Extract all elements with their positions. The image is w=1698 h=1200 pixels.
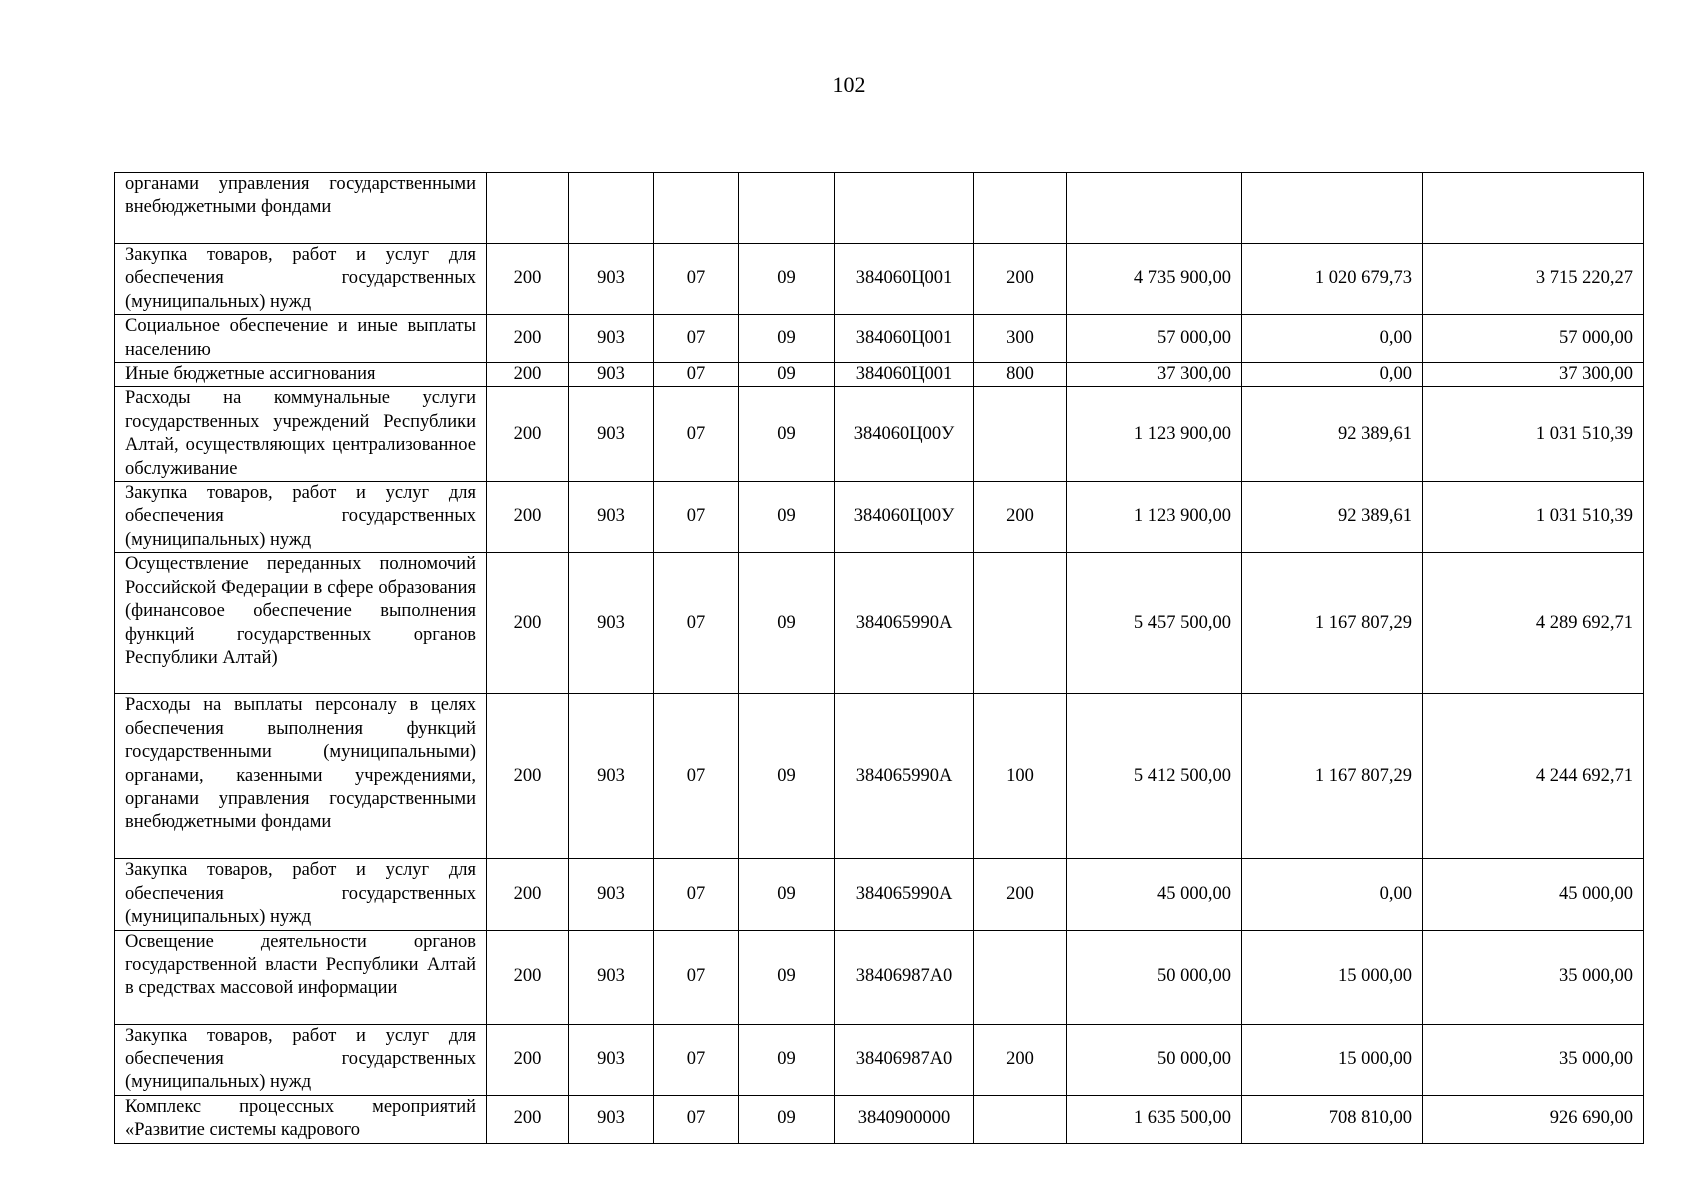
code-cell-1: 200 bbox=[487, 859, 569, 930]
code-cell-6: 200 bbox=[974, 1024, 1067, 1095]
amount-cell-remaining: 57 000,00 bbox=[1423, 315, 1644, 363]
code-cell-6: 200 bbox=[974, 482, 1067, 553]
code-cell-6: 300 bbox=[974, 315, 1067, 363]
table-row bbox=[115, 482, 1644, 553]
amount-cell-executed: 0,00 bbox=[1242, 315, 1423, 363]
amount-cell-remaining: 3 715 220,27 bbox=[1423, 244, 1644, 315]
amount-cell-executed: 0,00 bbox=[1242, 363, 1423, 387]
code-cell-2: 903 bbox=[569, 1024, 654, 1095]
code-cell-1: 200 bbox=[487, 315, 569, 363]
amount-cell-executed: 15 000,00 bbox=[1242, 1024, 1423, 1095]
code-cell-6: 200 bbox=[974, 244, 1067, 315]
table-row bbox=[115, 173, 1644, 244]
amount-cell-plan: 5 457 500,00 bbox=[1067, 553, 1242, 694]
code-cell-3: 07 bbox=[654, 1024, 739, 1095]
amount-cell-plan: 50 000,00 bbox=[1067, 930, 1242, 1024]
code-cell-5: 3840900000 bbox=[835, 1095, 974, 1143]
row-name-cell: Закупка товаров, работ и услуг для обеспечения государственных (муниципальных) нужд bbox=[115, 244, 487, 315]
row-name-cell: Расходы на коммунальные услуги государственных учреждений Республики Алтай, осуществляющих централизованное обслуживание bbox=[115, 387, 487, 482]
amount-cell-remaining: 45 000,00 bbox=[1423, 859, 1644, 930]
code-cell-2: 903 bbox=[569, 694, 654, 859]
code-cell-5: 38406987А0 bbox=[835, 1024, 974, 1095]
code-cell-1: 200 bbox=[487, 482, 569, 553]
code-cell-1: 200 bbox=[487, 553, 569, 694]
amount-cell-plan: 5 412 500,00 bbox=[1067, 694, 1242, 859]
table-row bbox=[115, 694, 1644, 859]
table-row bbox=[115, 387, 1644, 482]
amount-cell-executed: 0,00 bbox=[1242, 859, 1423, 930]
code-cell-3: 07 bbox=[654, 694, 739, 859]
code-cell-5: 384060Ц00У bbox=[835, 482, 974, 553]
row-name-cell: Закупка товаров, работ и услуг для обеспечения государственных (муниципальных) нужд bbox=[115, 1024, 487, 1095]
amount-cell-executed: 1 167 807,29 bbox=[1242, 694, 1423, 859]
amount-cell-remaining: 35 000,00 bbox=[1423, 1024, 1644, 1095]
code-cell-1: 200 bbox=[487, 1024, 569, 1095]
code-cell-2: 903 bbox=[569, 859, 654, 930]
code-cell-1: 200 bbox=[487, 930, 569, 1024]
code-cell-4: 09 bbox=[739, 363, 835, 387]
code-cell-5: 384060Ц001 bbox=[835, 244, 974, 315]
amount-cell-executed bbox=[1242, 173, 1423, 244]
amount-cell-plan: 4 735 900,00 bbox=[1067, 244, 1242, 315]
row-name-cell: Закупка товаров, работ и услуг для обеспечения государственных (муниципальных) нужд bbox=[115, 859, 487, 930]
row-name-cell: Расходы на выплаты персоналу в целях обеспечения выполнения функций государственными (муниципальными) органами, казенными учреждениями, органами управления государственными внебюджетными фондами bbox=[115, 694, 487, 859]
code-cell-6 bbox=[974, 1095, 1067, 1143]
code-cell-3: 07 bbox=[654, 315, 739, 363]
code-cell-1: 200 bbox=[487, 244, 569, 315]
code-cell-3: 07 bbox=[654, 482, 739, 553]
amount-cell-executed: 92 389,61 bbox=[1242, 387, 1423, 482]
code-cell-4: 09 bbox=[739, 1024, 835, 1095]
code-cell-4: 09 bbox=[739, 315, 835, 363]
code-cell-4: 09 bbox=[739, 387, 835, 482]
code-cell-6: 100 bbox=[974, 694, 1067, 859]
row-name-cell: Иные бюджетные ассигнования bbox=[115, 363, 487, 387]
amount-cell-remaining: 1 031 510,39 bbox=[1423, 387, 1644, 482]
code-cell-6 bbox=[974, 173, 1067, 244]
code-cell-5: 384060Ц001 bbox=[835, 315, 974, 363]
code-cell-4: 09 bbox=[739, 930, 835, 1024]
page-number: 102 bbox=[832, 72, 866, 97]
code-cell-3: 07 bbox=[654, 363, 739, 387]
amount-cell-executed: 708 810,00 bbox=[1242, 1095, 1423, 1143]
row-name-cell: Комплекс процессных мероприятий «Развитие системы кадрового bbox=[115, 1095, 487, 1143]
table-row bbox=[115, 553, 1644, 694]
row-name-cell: Закупка товаров, работ и услуг для обеспечения государственных (муниципальных) нужд bbox=[115, 482, 487, 553]
code-cell-4: 09 bbox=[739, 482, 835, 553]
code-cell-3: 07 bbox=[654, 387, 739, 482]
row-name-cell: Осуществление переданных полномочий Российской Федерации в сфере образования (финансовое обеспечение выполнения функций государственных органов Республики Алтай) bbox=[115, 553, 487, 694]
code-cell-5 bbox=[835, 173, 974, 244]
code-cell-5: 384065990А bbox=[835, 859, 974, 930]
code-cell-2: 903 bbox=[569, 1095, 654, 1143]
row-name-cell: Освещение деятельности органов государственной власти Республики Алтай в средствах массовой информации bbox=[115, 930, 487, 1024]
amount-cell-executed: 1 167 807,29 bbox=[1242, 553, 1423, 694]
code-cell-3: 07 bbox=[654, 244, 739, 315]
code-cell-2: 903 bbox=[569, 244, 654, 315]
amount-cell-remaining: 1 031 510,39 bbox=[1423, 482, 1644, 553]
amount-cell-executed: 15 000,00 bbox=[1242, 930, 1423, 1024]
code-cell-2 bbox=[569, 173, 654, 244]
table-row bbox=[115, 363, 1644, 387]
amount-cell-executed: 1 020 679,73 bbox=[1242, 244, 1423, 315]
code-cell-2: 903 bbox=[569, 315, 654, 363]
code-cell-2: 903 bbox=[569, 930, 654, 1024]
amount-cell-remaining: 4 289 692,71 bbox=[1423, 553, 1644, 694]
amount-cell-plan bbox=[1067, 173, 1242, 244]
code-cell-6 bbox=[974, 930, 1067, 1024]
code-cell-3: 07 bbox=[654, 553, 739, 694]
amount-cell-remaining: 37 300,00 bbox=[1423, 363, 1644, 387]
code-cell-6: 800 bbox=[974, 363, 1067, 387]
amount-cell-executed: 92 389,61 bbox=[1242, 482, 1423, 553]
amount-cell-plan: 37 300,00 bbox=[1067, 363, 1242, 387]
code-cell-3: 07 bbox=[654, 930, 739, 1024]
code-cell-6 bbox=[974, 553, 1067, 694]
code-cell-5: 384065990А bbox=[835, 553, 974, 694]
code-cell-2: 903 bbox=[569, 363, 654, 387]
code-cell-2: 903 bbox=[569, 553, 654, 694]
table-row bbox=[115, 859, 1644, 930]
table-row bbox=[115, 1095, 1644, 1143]
code-cell-3: 07 bbox=[654, 1095, 739, 1143]
code-cell-4: 09 bbox=[739, 244, 835, 315]
amount-cell-plan: 57 000,00 bbox=[1067, 315, 1242, 363]
amount-cell-remaining: 4 244 692,71 bbox=[1423, 694, 1644, 859]
budget-table bbox=[114, 172, 1644, 1144]
table-row bbox=[115, 1024, 1644, 1095]
code-cell-4: 09 bbox=[739, 553, 835, 694]
code-cell-4: 09 bbox=[739, 859, 835, 930]
amount-cell-plan: 50 000,00 bbox=[1067, 1024, 1242, 1095]
code-cell-4 bbox=[739, 173, 835, 244]
amount-cell-plan: 1 635 500,00 bbox=[1067, 1095, 1242, 1143]
code-cell-4: 09 bbox=[739, 694, 835, 859]
code-cell-3 bbox=[654, 173, 739, 244]
code-cell-5: 38406987А0 bbox=[835, 930, 974, 1024]
table-row bbox=[115, 244, 1644, 315]
amount-cell-plan: 1 123 900,00 bbox=[1067, 482, 1242, 553]
code-cell-1: 200 bbox=[487, 1095, 569, 1143]
table-row bbox=[115, 930, 1644, 1024]
amount-cell-plan: 1 123 900,00 bbox=[1067, 387, 1242, 482]
code-cell-3: 07 bbox=[654, 859, 739, 930]
amount-cell-plan: 45 000,00 bbox=[1067, 859, 1242, 930]
code-cell-6: 200 bbox=[974, 859, 1067, 930]
code-cell-1 bbox=[487, 173, 569, 244]
code-cell-5: 384060Ц001 bbox=[835, 363, 974, 387]
code-cell-5: 384065990А bbox=[835, 694, 974, 859]
code-cell-5: 384060Ц00У bbox=[835, 387, 974, 482]
code-cell-1: 200 bbox=[487, 363, 569, 387]
code-cell-1: 200 bbox=[487, 387, 569, 482]
amount-cell-remaining: 35 000,00 bbox=[1423, 930, 1644, 1024]
table-row bbox=[115, 315, 1644, 363]
amount-cell-remaining bbox=[1423, 173, 1644, 244]
code-cell-2: 903 bbox=[569, 482, 654, 553]
row-name-cell: органами управления государственными внебюджетными фондами bbox=[115, 173, 487, 244]
code-cell-1: 200 bbox=[487, 694, 569, 859]
code-cell-6 bbox=[974, 387, 1067, 482]
code-cell-4: 09 bbox=[739, 1095, 835, 1143]
code-cell-2: 903 bbox=[569, 387, 654, 482]
amount-cell-remaining: 926 690,00 bbox=[1423, 1095, 1644, 1143]
row-name-cell: Социальное обеспечение и иные выплаты населению bbox=[115, 315, 487, 363]
